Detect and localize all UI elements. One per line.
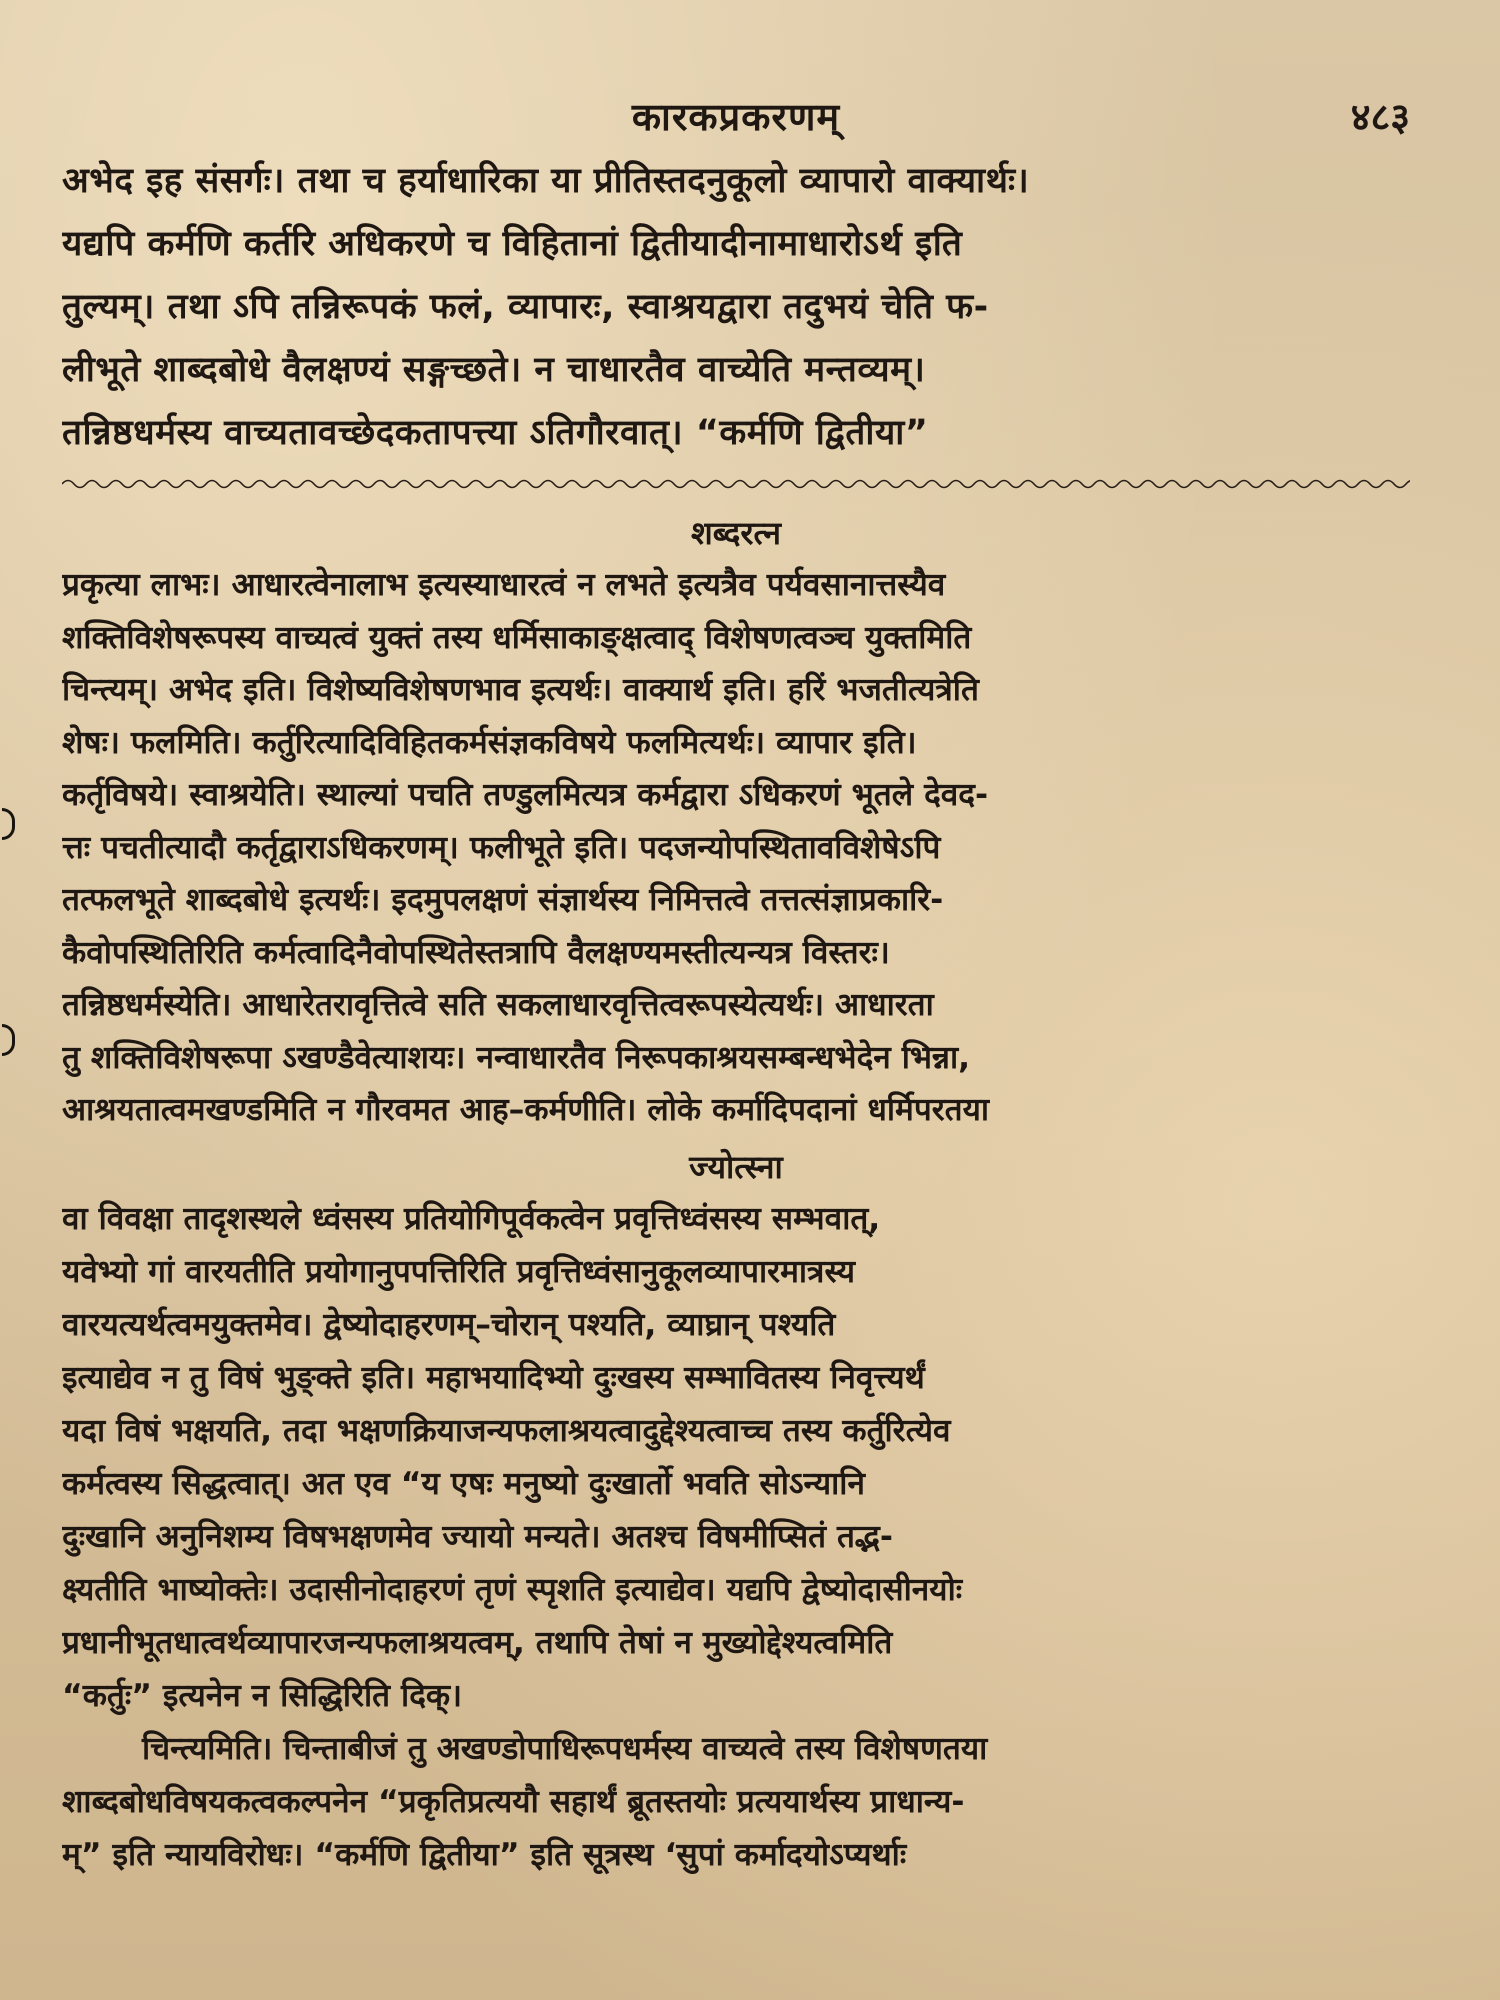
main-text-line: तुल्यम्। तथा ऽपि तन्निरूपकं फलं, व्यापारः, स्वाश्रयद्वारा तदुभयं चेति फ- <box>62 287 989 327</box>
commentary-line: यदा विषं भक्षयति, तदा भक्षणक्रियाजन्यफलाश्रयत्वादुद्देश्यत्वाच्च तस्य कर्तुरित्येव <box>62 1412 951 1449</box>
running-title: कारकप्रकरणम् <box>631 95 841 139</box>
main-text-block <box>62 150 1410 465</box>
commentary-line: शक्तिविशेषरूपस्य वाच्यत्वं युक्तं तस्य धर्मिसाकाङ्क्षत्वाद् विशेषणत्वञ्च युक्तमिति <box>62 619 972 656</box>
main-text-line: तन्निष्ठधर्मस्य वाच्यतावच्छेदकतापत्त्या ऽतिगौरवात्। “कर्मणि द्वितीया” <box>62 413 929 453</box>
running-header <box>62 70 1410 139</box>
commentary-line: चिन्त्यमिति। चिन्ताबीजं तु अखण्डोपाधिरूपधर्मस्य वाच्यत्वे तस्य विशेषणतया <box>142 1730 988 1767</box>
commentary-line: शाब्दबोधविषयकत्वकल्पनेन “प्रकृतिप्रत्ययौ सहार्थं ब्रूतस्तयोः प्रत्ययार्थस्य प्राधान्य- <box>62 1783 965 1820</box>
commentary-line: कर्मत्वस्य सिद्धत्वात्। अत एव “य एषः मनुष्यो दुःखार्तो भवति सोऽन्यानि <box>62 1465 865 1502</box>
page-number: ४८३ <box>1350 95 1410 139</box>
commentary-line: क्ष्यतीति भाष्योक्तेः। उदासीनोदाहरणं तृणं स्पृशति इत्याद्येव। यद्यपि द्वेष्योदासीनयोः <box>62 1571 963 1608</box>
section-heading-jyotsna: ज्योत्स्ना <box>689 1147 783 1186</box>
commentary-line: तत्फलभूते शाब्दबोधे इत्यर्थः। इदमुपलक्षणं संज्ञार्थस्य निमित्तत्वे तत्तत्संज्ञाप्रकारि- <box>62 882 944 918</box>
commentary-line: शेषः। फलमिति। कर्तुरित्यादिविहितकर्मसंज्ञकविषये फलमित्यर्थः। व्यापार इति। <box>62 724 917 761</box>
commentary-line: इत्याद्येव न तु विषं भुङ्क्ते इति। महाभयादिभ्यो दुःखस्य सम्भावितस्य निवृत्त्यर्थं <box>62 1359 925 1396</box>
commentary-line: म्” इति न्यायविरोधः। “कर्मणि द्वितीया” इति सूत्रस्थ ‘सुपां कर्मादयोऽप्यर्थाः <box>62 1836 907 1873</box>
commentary-line: वा विवक्षा तादृशस्थले ध्वंसस्य प्रतियोगिपूर्वकत्वेन प्रवृत्तिध्वंसस्य सम्भवात्, <box>62 1200 881 1237</box>
commentary-line: कैवोपस्थितिरिति कर्मत्वादिनैवोपस्थितेस्तत्रापि वैलक्षण्यमस्तीत्यन्यत्र विस्तरः। <box>62 934 890 971</box>
commentary-line: तु शक्तिविशेषरूपा ऽखण्डैवेत्याशयः। नन्वाधारतैव निरूपकाश्रयसम्बन्धभेदेन भिन्ना, <box>62 1039 971 1076</box>
commentary-line: कर्तृविषये। स्वाश्रयेति। स्थाल्यां पचति तण्डुलमित्यत्र कर्मद्वारा ऽधिकरणं भूतले देवद- <box>62 777 989 813</box>
commentary-line: प्रधानीभूतधात्वर्थव्यापारजन्यफलाश्रयत्वम्, तथापि तेषां न मुख्योद्देश्यत्वमिति <box>62 1624 893 1661</box>
margin-bracket-mark <box>2 1024 15 1056</box>
commentary-line: दुःखानि अनुनिशम्य विषभक्षणमेव ज्यायो मन्यते। अतश्च विषमीप्सितं तद्भ- <box>62 1518 893 1555</box>
commentary-line: तन्निष्ठधर्मस्येति। आधारेतरावृत्तित्वे सति सकलाधारवृत्तित्वरूपस्येत्यर्थः। आधारता <box>62 987 934 1023</box>
commentary-line: वारयत्यर्थत्वमयुक्तमेव। द्वेष्योदाहरणम्–चोरान् पश्यति, व्याघ्रान् पश्यति <box>62 1306 836 1343</box>
commentary-line: प्रकृत्या लाभः। आधारत्वेनालाभ इत्यस्याधारत्वं न लभते इत्यत्रैव पर्यवसानात्तस्यैव <box>62 567 946 603</box>
main-text-line: यद्यपि कर्मणि कर्तरि अधिकरणे च विहितानां द्वितीयादीनामाधारोऽर्थ इति <box>62 224 963 264</box>
shabdaratna-commentary <box>62 559 1410 1137</box>
commentary-line: चिन्त्यम्। अभेद इति। विशेष्यविशेषणभाव इत्यर्थः। वाक्यार्थ इति। हरिं भजतीत्यत्रेति <box>62 672 979 708</box>
jyotsna-commentary <box>62 1193 1410 1882</box>
section-heading-shabdaratna: शब्दरत्न <box>690 514 782 552</box>
commentary-line: त्तः पचतीत्यादौ कर्तृद्वाराऽधिकरणम्। फलीभूते इति। पदजन्योपस्थितावविशेषेऽपि <box>62 829 941 866</box>
commentary-line: “कर्तुः” इत्यनेन न सिद्धिरिति दिक्। <box>62 1677 463 1714</box>
commentary-line: आश्रयतात्वमखण्डमिति न गौरवमत आह–कर्मणीति। लोके कर्मादिपदानां धर्मिपरतया <box>62 1092 990 1128</box>
main-text-line: लीभूते शाब्दबोधे वैलक्षण्यं सङ्गच्छते। न चाधारतैव वाच्येति मन्तव्यम्। <box>62 350 926 390</box>
commentary-line: यवेभ्यो गां वारयतीति प्रयोगानुपपत्तिरिति प्रवृत्तिध्वंसानुकूलव्यापारमात्रस्य <box>62 1253 855 1290</box>
wavy-divider <box>62 475 1410 493</box>
margin-bracket-mark <box>2 808 15 840</box>
main-text-line: अभेद इह संसर्गः। तथा च हर्याधारिका या प्रीतिस्तदनुकूलो व्यापारो वाक्यार्थः। <box>62 161 1030 201</box>
